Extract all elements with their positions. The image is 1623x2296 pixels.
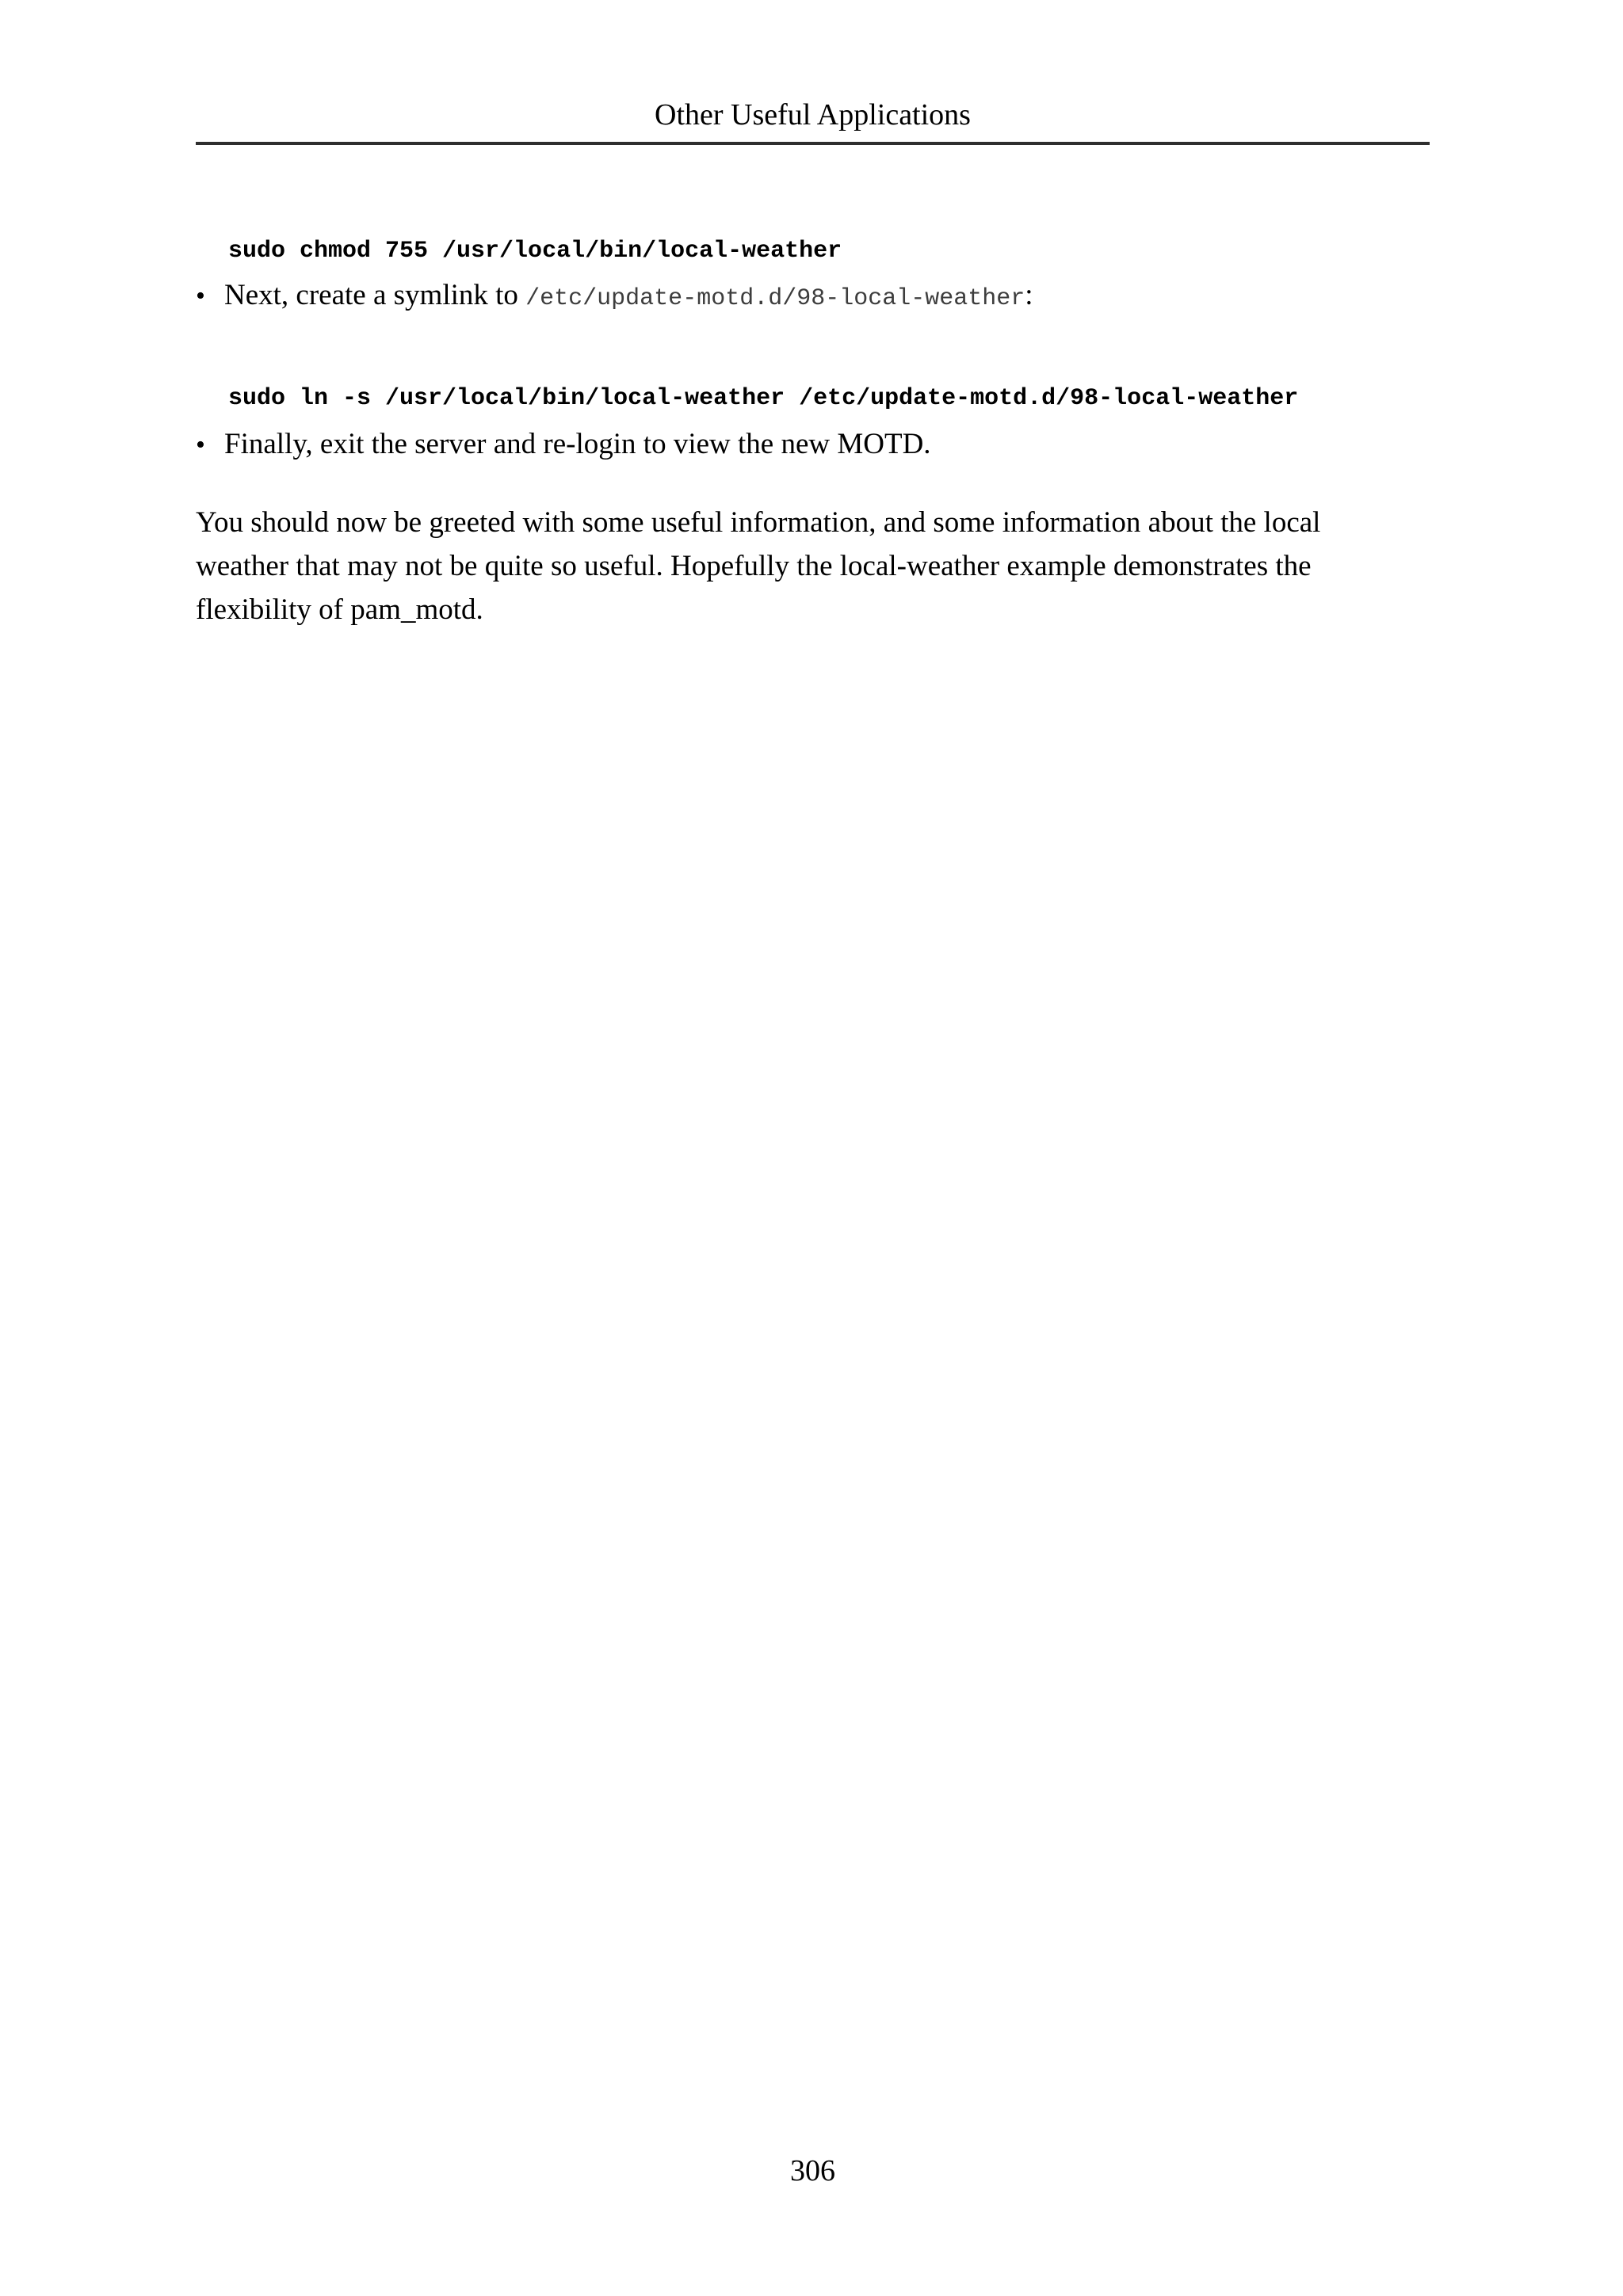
code-block-chmod: sudo chmod 755 /usr/local/bin/local-weather [228, 238, 842, 265]
bullet-marker: • [196, 430, 205, 460]
paragraph-line: weather that may not be quite so useful. Hopefully the local-weather example demonstrates the [196, 550, 1312, 582]
list-item-text-before: Next, create a symlink to [224, 279, 526, 311]
list-item-relogin [196, 429, 931, 459]
header-rule-divider [196, 142, 1430, 145]
list-item-create-symlink [196, 280, 1033, 311]
inline-code-path: /etc/update-motd.d/98-local-weather [525, 285, 1025, 312]
code-block-symlink: sudo ln -s /usr/local/bin/local-weather /etc/update-motd.d/98-local-weather [228, 385, 1299, 412]
body-paragraph [196, 501, 1432, 631]
list-item-text: Finally, exit the server and re-login to view the new MOTD. [224, 428, 931, 460]
bullet-marker: • [196, 281, 205, 311]
list-item-text-after: : [1025, 279, 1033, 311]
running-header [196, 100, 1430, 130]
paragraph-line: flexibility of pam_motd. [196, 593, 483, 626]
page-number [196, 2156, 1430, 2186]
paragraph-line: You should now be greeted with some useful information, and some information about the local [196, 506, 1321, 539]
page-number-value: 306 [790, 2154, 835, 2187]
page-title: Other Useful Applications [655, 98, 971, 132]
